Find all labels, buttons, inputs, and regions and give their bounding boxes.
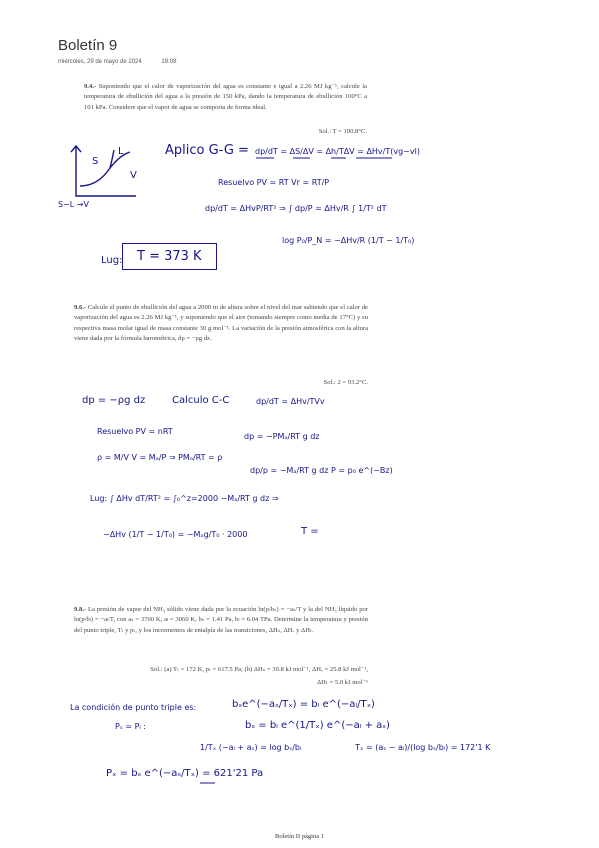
hw-t-equals: T = [301, 526, 319, 537]
solution-9-4: Sol.: T = 100.8°C. [318, 128, 367, 135]
hw-calculo: Calculo C-C [172, 395, 230, 406]
hw-eq-final: −ΔHv (1/T − 1/T₀) = −Mₐg/T₀ · 2000 [103, 530, 248, 539]
graph-label-s: S [92, 156, 99, 167]
hw-eq-px: Pₓ = bₛ e^(−aₛ/Tₓ) = 621'21 Pa [106, 768, 264, 779]
hw-eq-density: ρ = M/V V = Mₐ/P ⇒ PMₐ/RT = ρ [97, 453, 223, 462]
solution-9-6: Sol.: 2 = 93.2°C. [323, 379, 368, 386]
solution-9-8-line2: ΔHₜ = 5.0 kJ mol⁻¹ [316, 679, 368, 686]
result-box-temperature: T = 373 K [122, 243, 217, 270]
hw-ps-pl: Pₛ = Pₗ : [115, 722, 146, 731]
solution-9-8-line1: Sol.: (a) Tₜ = 172 K, pₜ = 617.5 Pa; (b) ΔHₛ = 30.8 kJ mol⁻¹, ΔHᵥ = 25.8 kJ mol⁻¹, [150, 666, 368, 673]
page-date: miércoles, 29 de mayo de 2024 [58, 59, 142, 65]
hw-triple-point-condition: La condición de punto triple es: [70, 703, 197, 712]
hw-resuelvo: Resuelvo PV = RT Vr = RT/P [218, 178, 330, 187]
hw-eq-tx: Tₓ = (aₛ − aₗ)/(log bₛ/bₗ) = 172'1 K [355, 743, 491, 752]
hw-aplico: Aplico G-G = [165, 143, 249, 158]
problem-9-6 [74, 303, 368, 344]
hw-eq-condition: bₛe^(−aₛ/Tₓ) = bₗ e^(−aₗ/Tₓ) [232, 699, 375, 710]
page-title: Boletín 9 [58, 37, 118, 54]
problem-number: 9.4.- [84, 83, 97, 90]
phase-transition-label: S−L →V [58, 200, 89, 209]
hw-eq-log: log P₀/P_N = −ΔHv/R (1/T − 1/T₀) [282, 236, 415, 245]
graph-label-v: V [130, 170, 137, 181]
page-time: 19:08 [161, 59, 177, 65]
problem-text: Calcule el punto de ebullición del agua a 2000 m de altura sobre el nivel del mar sabiendo que el calor de vaporización del agua es 2.26 MJ kg⁻¹, y suponiendo que el aire (tomando siempre como media de 17°C) y su respectiva masa molar igual de masa constante 30 g mol⁻¹. La variación de la presión atmosférica con la altura viene dada por la fórmula barométrica, dp = −ρg dz. [74, 304, 368, 342]
phase-diagram-axes [76, 147, 136, 196]
problem-number: 9.6.- [74, 304, 87, 311]
page-footer: Boletín II página 1 [275, 833, 324, 840]
hw-eq-clapeyron: dp/dT = ΔS/ΔV = Δh/TΔV = ΔHv/T(vg−vl) [255, 147, 420, 156]
hw-eq-dp: dp = −PMₐ/RT g dz [244, 432, 320, 441]
hw-eq-integral: dp/dT = ΔHvP/RT² ⇒ ∫ dp/P = ΔHv/R ∫ 1/T² dT [205, 204, 387, 213]
problem-number: 9.8.- [74, 606, 87, 613]
phase-diagram-sketch [71, 146, 136, 196]
hw-lugo-integral: Lug: ∫ ΔHv dT/RT² = ∫₀^z=2000 −Mₐ/RT g dz ⇒ [90, 494, 279, 503]
hw-eq-dpdt: dp/dT = ΔHv/TVv [256, 397, 325, 406]
hw-lugo: Lug: [101, 255, 123, 266]
problem-9-8 [74, 605, 368, 636]
hw-eq-frac: 1/Tₓ (−aₗ + aₛ) = log bₛ/bₗ [200, 743, 302, 752]
hw-barometric: dp = −ρg dz [82, 395, 146, 406]
phase-curve-sv [80, 152, 130, 186]
problem-text: La presión de vapor del NH₃ sólido viene dada por la ecuación ln(p/bₛ) = −aₛ/T y la del NH₃ líquido por ln(p/bₗ) = −aₗ/T, con aₛ = 3760 K, aₗ = 3060 K, bₛ = 1.41 Pa, bₗ = 6.04 TPa. Determine la temperatura y presión del punto triple, Tₜ y pₜ, y los incrementos de entalpía de las transiciones, ΔHₛ, ΔHᵥ y ΔHₜ. [74, 606, 368, 634]
problem-text: Suponiendo que el calor de vaporización del agua es constante e igual a 2.26 MJ kg⁻¹, calcule la temperatura de ebullición del agua a la presión de 150 kPa, dando la temperatura de ebullición 100°C a 101 kPa. Considere que el vapor de agua se comporta de forma ideal. [84, 83, 367, 111]
graph-label-l: L [118, 146, 124, 157]
hw-bs-eq: bₛ = bₗ e^(1/Tₓ) e^(−aₗ + aₛ) [245, 720, 390, 731]
hw-resuelvo-2: Resuelvo PV = nRT [97, 427, 173, 436]
hw-eq-dpp: dp/p = −Mₐ/RT g dz P = p₀ e^(−Bz) [250, 466, 393, 475]
